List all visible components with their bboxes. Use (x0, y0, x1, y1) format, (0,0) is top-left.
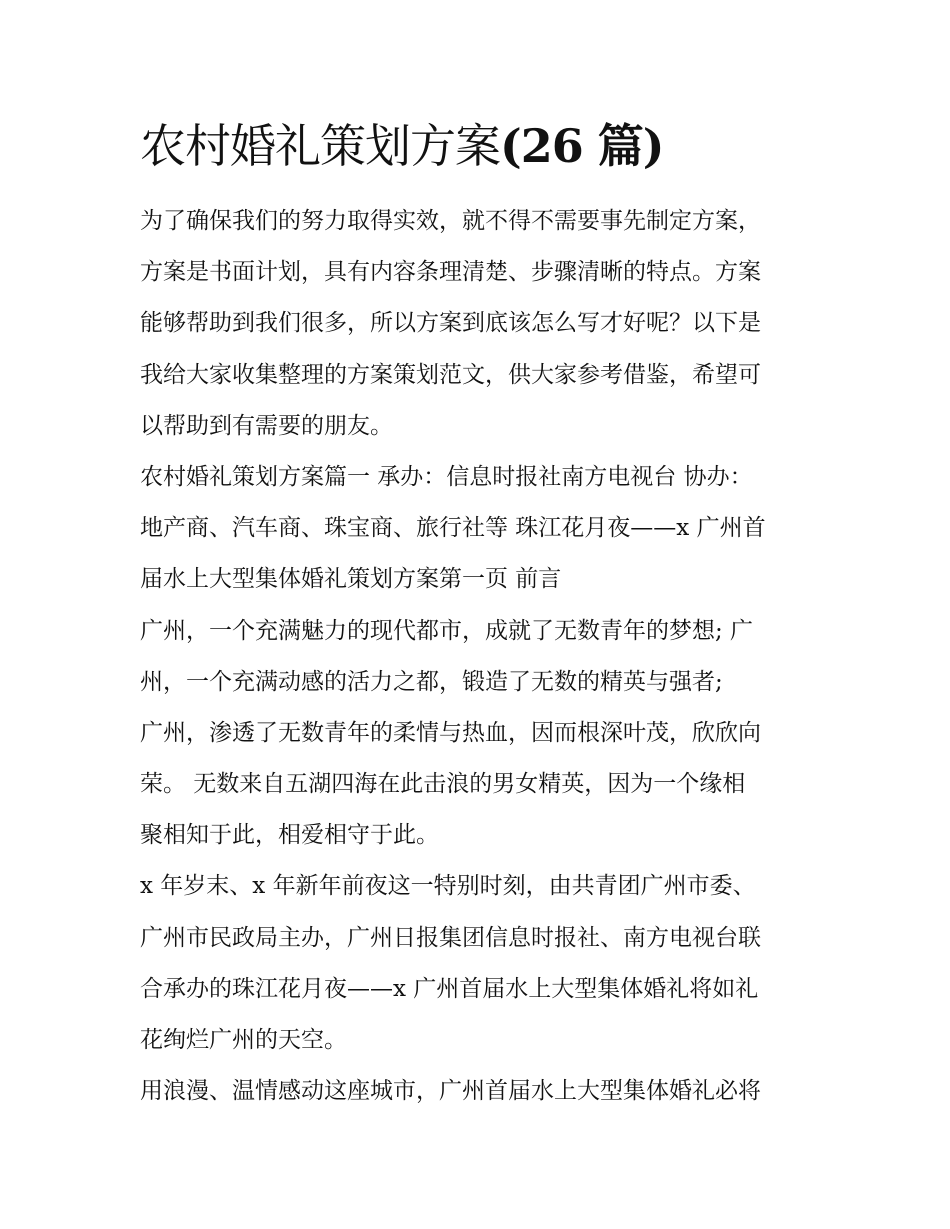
text-line: 届水上大型集体婚礼策划方案第一页 前言 (140, 566, 562, 593)
text-line: 广州市民政局主办，广州日报集团信息时报社、南方电视台联 (140, 924, 761, 951)
text-line: 地产商、汽车商、珠宝商、旅行社等 珠江花月夜——x 广州首 (140, 515, 766, 542)
text-line: 能够帮助到我们很多，所以方案到底该怎么写才好呢？以下是 (140, 310, 761, 337)
text-line: x 年岁末、x 年新年前夜这一特别时刻，由共青团广州市委、 (140, 873, 756, 900)
text-line: 广州，渗透了无数青年的柔情与热血，因而根深叶茂，欣欣向 (140, 719, 761, 746)
title-count-text: (26 篇) (500, 119, 664, 173)
text-line: 我给大家收集整理的方案策划范文，供大家参考借鉴，希望可 (140, 361, 761, 388)
text-line: 花绚烂广州的天空。 (140, 1027, 347, 1053)
text-line: 广州，一个充满魅力的现代都市，成就了无数青年的梦想; 广 (140, 617, 754, 644)
text-line: 用浪漫、温情感动这座城市，广州首届水上大型集体婚礼必将 (140, 1078, 761, 1105)
text-line: 农村婚礼策划方案篇一 承办：信息时报社南方电视台 协办： (140, 463, 753, 490)
document-title (140, 116, 664, 176)
text-line: 方案是书面计划，具有内容条理清楚、步骤清晰的特点。方案 (140, 259, 761, 286)
text-line: 州，一个充满动感的活力之都，锻造了无数的精英与强者; (140, 668, 723, 695)
document-body (140, 196, 820, 1117)
text-line: 合承办的珠江花月夜——x 广州首届水上大型集体婚礼将如礼 (140, 975, 759, 1002)
text-line: 为了确保我们的努力取得实效，就不得不需要事先制定方案， (140, 208, 761, 234)
title-main-text: 农村婚礼策划方案 (140, 119, 500, 173)
text-line: 荣。 无数来自五湖四海在此击浪的男女精英，因为一个缘相 (140, 771, 746, 798)
text-line: 以帮助到有需要的朋友。 (140, 412, 393, 439)
text-line: 聚相知于此，相爱相守于此。 (140, 822, 439, 849)
